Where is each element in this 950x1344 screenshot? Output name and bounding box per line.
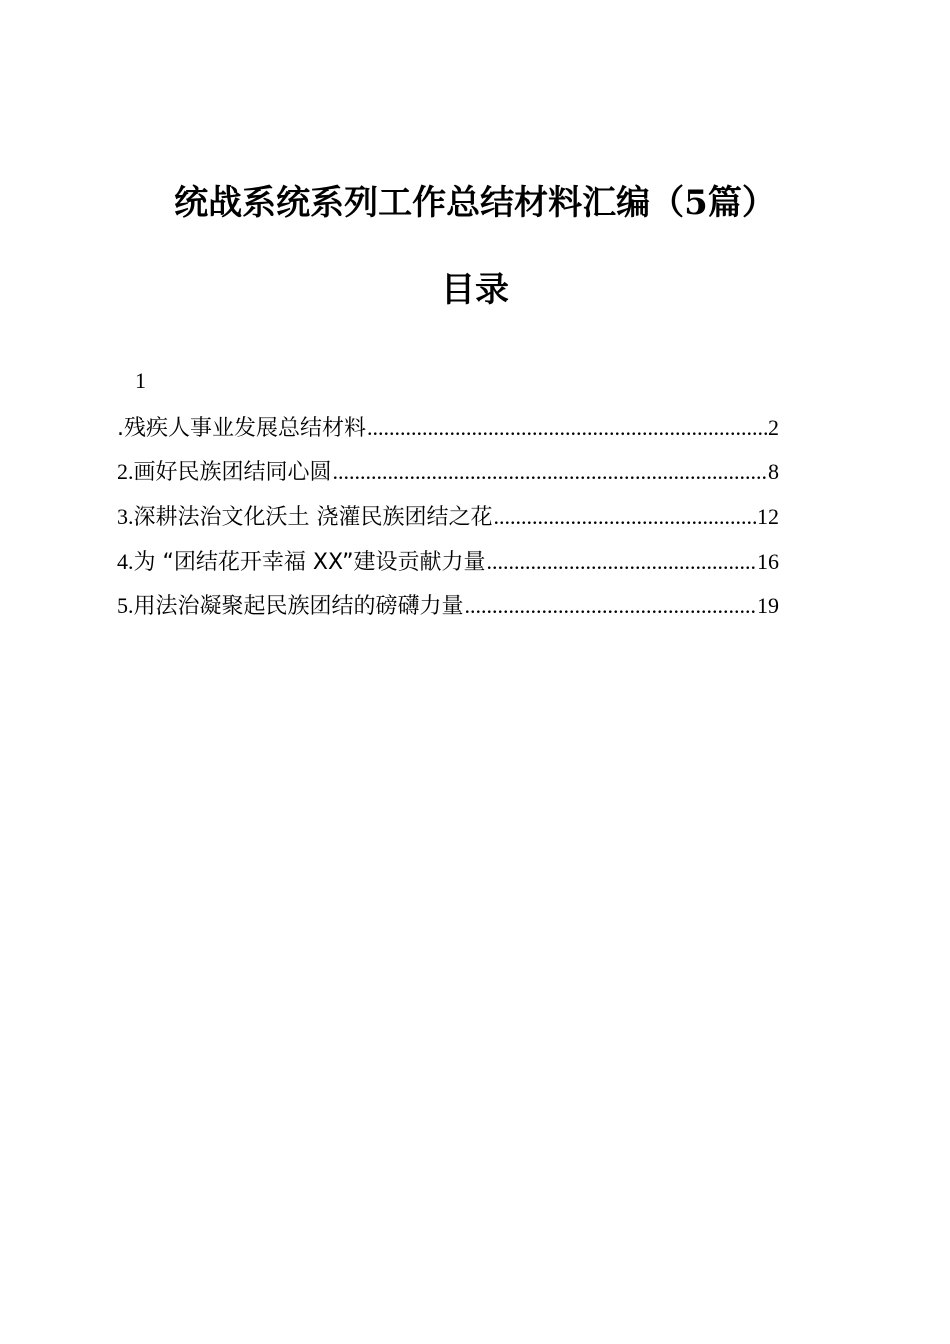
toc-entry-page: 16 (757, 549, 779, 574)
toc-entry[interactable] (117, 411, 779, 445)
toc-entry-number: 2. (117, 459, 134, 484)
toc-entry-number: 3. (117, 504, 134, 529)
toc-leader-dots (333, 455, 767, 489)
toc-entry-label (117, 411, 366, 445)
toc-entry-title: 用法治凝聚起民族团结的磅礴力量 (133, 594, 464, 619)
toc-entry-page: 8 (768, 459, 779, 484)
toc-entry-title: .残疾人事业发展总结材料 (117, 416, 366, 441)
toc-entry-title: 为 “团结花开幸福 XX”建设贡献力量 (133, 550, 486, 575)
toc-entry-title: 深耕法治文化沃土 浇灌民族团结之花 (133, 505, 493, 530)
toc-leader-dots (465, 589, 756, 623)
toc-entry[interactable] (117, 589, 779, 623)
toc-entry-page: 2 (768, 415, 779, 440)
toc-entry-label (117, 589, 464, 623)
document-title: 统战系统系列工作总结材料汇编（5篇） (174, 183, 776, 223)
toc-entry[interactable] (117, 500, 779, 534)
toc-leader-dots (494, 500, 757, 534)
toc-entry-title: 画好民族团结同心圆 (133, 460, 332, 485)
toc-entry-page: 19 (757, 593, 779, 618)
toc-entry-label (117, 455, 332, 489)
toc-first-number: 1 (135, 368, 146, 393)
toc-entry-number: 5. (117, 593, 134, 618)
toc-entry-label (117, 545, 486, 579)
toc-leader-dots (367, 411, 767, 445)
toc-entry-number: 4. (117, 549, 134, 574)
toc-entry[interactable] (117, 545, 779, 579)
toc-entry[interactable] (117, 455, 779, 489)
toc-entry-label (117, 500, 493, 534)
toc-leader-dots (487, 545, 756, 579)
toc-entry-page: 12 (757, 504, 779, 529)
toc-heading: 目录 (441, 270, 509, 310)
